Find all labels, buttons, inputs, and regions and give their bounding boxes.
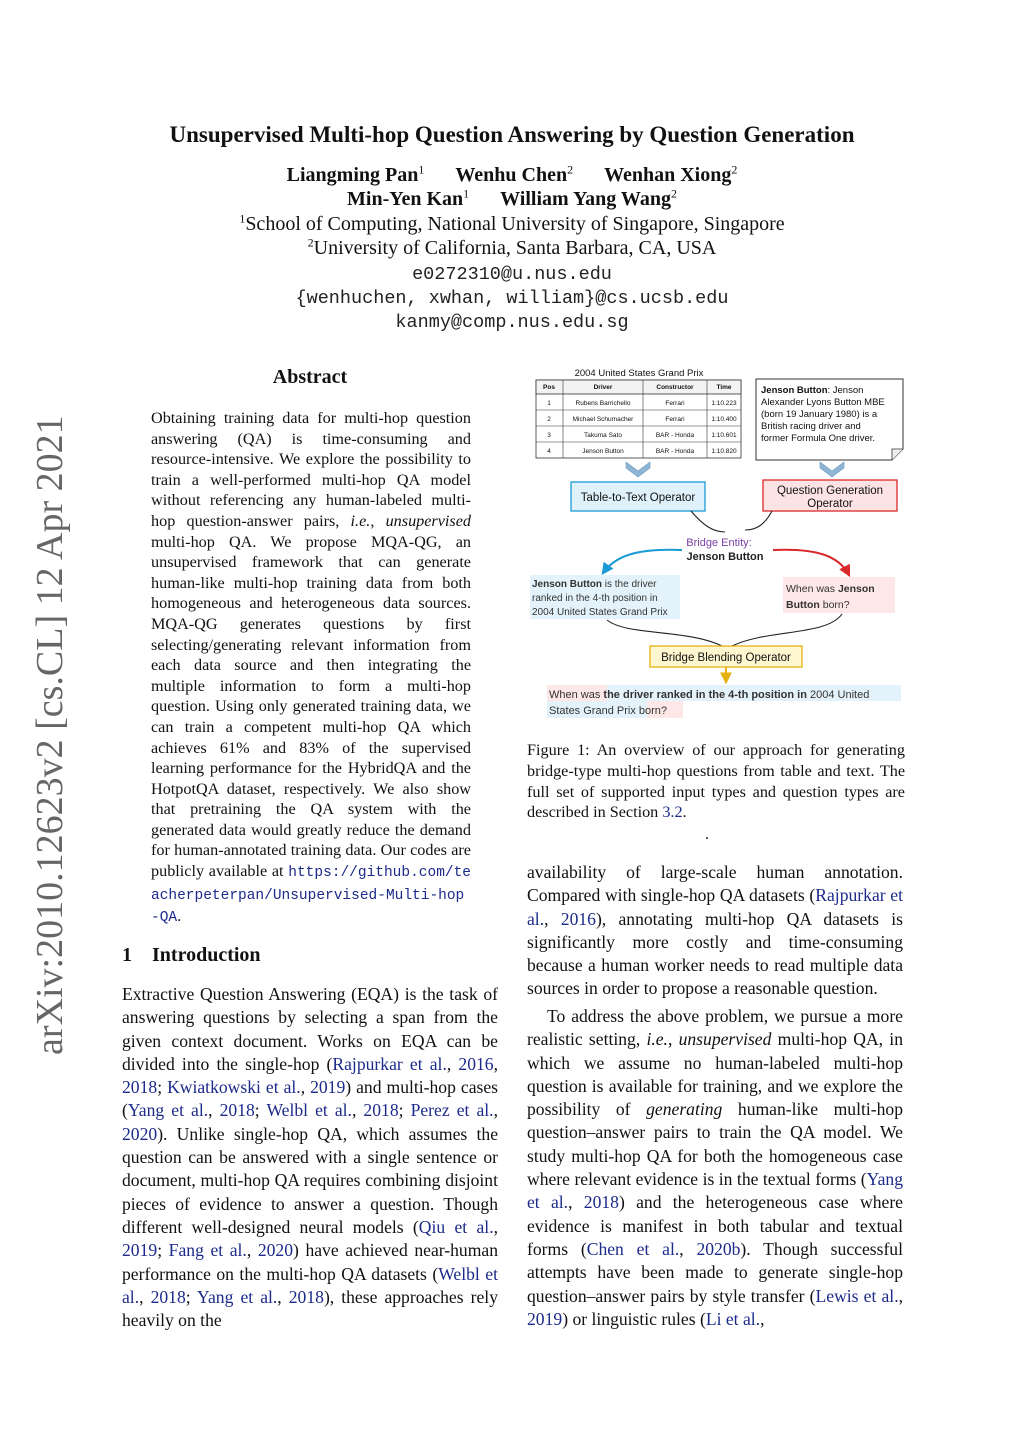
intro-paragraph-left — [122, 983, 498, 1332]
svg-text:British racing driver and: British racing driver and — [761, 421, 861, 432]
chevron-down-icon — [820, 462, 844, 477]
bridge-blending-operator: Bridge Blending Operator — [661, 652, 791, 664]
italic-text: generating — [646, 1099, 723, 1120]
body-text: , — [493, 1053, 498, 1074]
body-text: ) or linguistic rules ( — [562, 1308, 706, 1329]
citation-link[interactable]: 2019 — [122, 1240, 158, 1261]
citation-link[interactable]: Li et al. — [705, 1308, 761, 1329]
body-text: ), these approaches rely heavily on the — [122, 1286, 498, 1331]
table-cell: 3 — [547, 432, 551, 439]
table-cell: 1:10.223 — [711, 400, 737, 407]
table-cell: Jenson Button — [582, 448, 624, 455]
body-text: , — [446, 1053, 459, 1074]
section-heading-introduction: 1 Introduction — [122, 944, 261, 966]
authors-line-1 — [0, 164, 1024, 187]
connector-line — [732, 614, 842, 646]
citation-link[interactable]: 2018 — [150, 1286, 186, 1307]
body-text: ; — [157, 1240, 169, 1261]
table-header-driver: Driver — [593, 384, 613, 391]
body-text: , — [544, 908, 561, 929]
connector-line — [745, 511, 772, 530]
citation-link[interactable]: Welbl et al. — [266, 1100, 352, 1121]
table-cell: Michael Schumacher — [572, 416, 634, 423]
citation-link[interactable]: Rajpurkar et al. — [527, 885, 903, 929]
citation-link[interactable]: Yang et al. — [197, 1286, 278, 1307]
connector-line — [607, 620, 722, 646]
table-cell: 1:10.400 — [711, 416, 737, 423]
author-2: Wenhu Chen$^2$ — [455, 162, 574, 186]
body-text: To address the above problem, we pursue a more realistic setting, — [527, 1006, 903, 1050]
table-cell: Takuma Sato — [584, 432, 622, 439]
citation-link[interactable]: Fang et al. — [168, 1240, 247, 1261]
table-header-time: Time — [716, 384, 732, 391]
generated-question-line1: When was Jenson — [786, 583, 875, 595]
body-text: , — [493, 1216, 498, 1237]
section-ref-link[interactable]: 3.2 — [662, 803, 683, 822]
citation-link[interactable]: 2020 — [257, 1240, 293, 1261]
intro-paragraph-right-1 — [527, 861, 903, 1001]
body-text: , — [351, 1100, 364, 1121]
table-header-pos: Pos — [543, 384, 555, 391]
body-text: ) have achieved near-human performance on the multi-hop QA datasets ( — [122, 1240, 499, 1284]
grand-prix-table — [536, 380, 741, 458]
citation-link[interactable]: Rajpurkar et al. — [332, 1053, 447, 1074]
citation-link[interactable]: Yang et al. — [127, 1100, 209, 1121]
red-arrow — [773, 550, 849, 575]
code-link[interactable]: https://github.com/teacherpeterpan/Unsupervised-Multi-hop-QA — [151, 865, 471, 927]
body-text: Extractive Question Answering (EQA) is the task of answering questions by selecting a span from the given context document. Works on EQA can be divided into the single-hop ( — [122, 984, 498, 1074]
body-text: availability of large-scale human annotation. Compared with single-hop QA datasets ( — [527, 862, 903, 906]
body-text: multi-hop QA, in which we assume no human-labeled multi-hop question is available for training, and we explore the possibility of — [527, 1029, 903, 1120]
author-3: Wenhan Xiong$^2$ — [604, 162, 738, 186]
author-1: Liangming Pan$^1$ — [286, 162, 425, 186]
body-text: , — [679, 1238, 697, 1259]
final-question-line2: States Grand Prix born? — [549, 705, 668, 717]
abstract-heading: Abstract — [272, 366, 348, 388]
generated-question-line2: Button born? — [786, 599, 850, 611]
svg-text:Alexander Lyons Button MBE: Alexander Lyons Button MBE — [761, 397, 885, 408]
italic-text: i.e. — [646, 1029, 668, 1050]
body-text: , — [760, 1308, 765, 1329]
connector-line — [691, 511, 725, 532]
table-cell: Rubens Barrichello — [575, 400, 631, 407]
citation-link[interactable]: 2018 — [122, 1077, 158, 1098]
citation-link[interactable]: Yang et al. — [527, 1169, 903, 1213]
citation-link[interactable]: Welbl et al. — [122, 1263, 498, 1307]
citation-link[interactable]: Qiu et al. — [418, 1216, 494, 1237]
table-cell: 1:10.820 — [711, 448, 737, 455]
citation-link[interactable]: 2018 — [288, 1286, 324, 1307]
question-generation-operator-line1: Question Generation — [776, 485, 884, 497]
paper-title: Unsupervised Multi-hop Question Answering by Question Generation — [169, 122, 855, 147]
citation-link[interactable]: 2019 — [310, 1077, 346, 1098]
email-2: {wenhuchen, xwhan, william}@cs.ucsb.edu — [295, 288, 729, 309]
table-cell: BAR - Honda — [655, 432, 695, 439]
body-text: ; — [398, 1100, 411, 1121]
body-text: , — [208, 1100, 220, 1121]
citation-link[interactable]: 2020b — [696, 1238, 741, 1259]
author-4: Min-Yen Kan$^1$ — [347, 186, 470, 210]
svg-text:(born 19 January 1980) is a: (born 19 January 1980) is a — [761, 409, 878, 420]
citation-link[interactable]: 2018 — [583, 1192, 619, 1213]
table-cell: BAR - Honda — [655, 448, 695, 455]
body-text: , — [246, 1240, 258, 1261]
generated-sentence-line3: 2004 United States Grand Prix — [532, 607, 668, 618]
generated-sentence-line1: Jenson Button is the driver — [532, 579, 657, 590]
body-text: ; — [157, 1077, 168, 1098]
question-generation-operator-line2: Operator — [807, 498, 853, 510]
blue-arrow — [603, 550, 682, 573]
bridge-entity-value: Jenson Button — [686, 551, 764, 563]
body-text: , — [898, 1285, 903, 1306]
table-cell: 2 — [547, 416, 551, 423]
authors-line-2 — [0, 188, 1024, 211]
table-header-constructor: Constructor — [656, 384, 694, 391]
abstract-body: Obtaining training data for multi-hop question answering (QA) is time-consuming and resource-intensive. We explore the possibility to train a well-performed multi-hop QA model without referencing any human-labeled multi-hop question-answer pairs, i.e., unsupervised multi-hop QA. We propose MQA-QG, an unsupervised framework that can generate human-like multi-hop training data from both homogeneous and heterogeneous data sources. MQA-QG generates questions by first selecting/generating relevant information from each data source and then integrating the multiple information to form a multi-hop question. Using only generated training data, we can train a competent multi-hop QA which achieves 61% and 83% of the supervised learning performance for the HybridQA and the HotpotQA dataset, respectively. We also show that pretraining the QA system with the generated data would greatly reduce the demand for human-annotated training data. Our codes are publicly available at https://github.com/teacherpeterpan/Unsupervised-Multi-hop-QA. — [151, 409, 471, 927]
stray-dot: . — [705, 826, 709, 843]
affiliation-1: $^1$School of Computing, National University of Singapore, Singapore — [239, 211, 785, 235]
final-question-line1: When was the driver ranked in the 4-th position in 2004 United — [549, 689, 870, 701]
table-cell: 4 — [547, 448, 551, 455]
citation-link[interactable]: Lewis et al. — [815, 1285, 899, 1306]
bridge-entity-label: Bridge Entity: — [686, 537, 752, 549]
citation-link[interactable]: 2016 — [458, 1053, 494, 1074]
italic-text: unsupervised — [678, 1029, 772, 1050]
figure-1-diagram — [527, 364, 912, 726]
body-text: , — [139, 1286, 151, 1307]
body-text: ) and multi-hop cases ( — [122, 1077, 499, 1121]
table-cell: 1:10.601 — [711, 432, 737, 439]
svg-text:Jenson Button: Jenson: Jenson Button: Jenson — [761, 385, 864, 396]
email-1: e0272310@u.nus.edu — [412, 264, 612, 285]
citation-link[interactable]: Perez et al. — [410, 1100, 494, 1121]
body-text: ). Though successful attempts have been made to generate single-hop question–answer pairs by style transfer ( — [527, 1238, 903, 1306]
table-to-text-operator: Table-to-Text Operator — [580, 492, 696, 504]
affiliation-2: $^2$University of California, Santa Barbara, CA, USA — [307, 235, 717, 259]
citation-link[interactable]: Chen et al. — [586, 1238, 680, 1259]
citation-link[interactable]: 2020 — [122, 1123, 158, 1144]
body-text: ; — [185, 1286, 198, 1307]
body-text: , — [300, 1077, 311, 1098]
svg-text:former Formula One driver.: former Formula One driver. — [761, 433, 876, 444]
author-5: William Yang Wang$^2$ — [500, 186, 677, 210]
citation-link[interactable]: Kwiatkowski et al. — [167, 1077, 301, 1098]
intro-paragraph-right-2 — [527, 1005, 903, 1331]
body-text: , — [277, 1286, 289, 1307]
table-title: 2004 United States Grand Prix — [574, 368, 704, 379]
body-text: , — [493, 1100, 498, 1121]
generated-sentence-line2: ranked in the 4-th position in — [532, 593, 658, 604]
body-text: human-like multi-hop question–answer pairs to train the QA model. We study multi-hop QA for both the homogeneous case where relevant evidence is in the textual forms ( — [527, 1099, 903, 1190]
citation-link[interactable]: 2018 — [219, 1100, 255, 1121]
body-text: ; — [254, 1100, 267, 1121]
body-text: ). Unlike single-hop QA, which assumes the question can be answered with a single sentence or document, multi-hop QA requires combining disjoint pieces of evidence to answer a question. Though different well-designed neural models ( — [122, 1123, 498, 1237]
table-cell: 1 — [547, 400, 551, 407]
body-text: , — [568, 1192, 584, 1213]
email-3: kanmy@comp.nus.edu.sg — [395, 312, 629, 333]
table-cell: Ferrari — [665, 416, 685, 423]
text-document — [756, 379, 903, 460]
citation-link[interactable]: 2018 — [363, 1100, 399, 1121]
figure-1-caption: Figure 1: An overview of our approach for generating bridge-type multi-hop questions from table and text. The full set of supported input types and question types are described in Section 3.2. — [527, 741, 905, 822]
body-text: , — [667, 1029, 679, 1050]
body-text: ), annotating multi-hop QA datasets is significantly more costly and time-consuming because a human worker needs to read multiple data sources in order to propose a reasonable question. — [527, 908, 904, 999]
citation-link[interactable]: 2019 — [527, 1308, 563, 1329]
body-text: ) and the heterogeneous case where evidence is manifest in both tabular and textual forms ( — [527, 1192, 903, 1259]
arxiv-stamp: arXiv:2010.12623v2 [cs.CL] 12 Apr 2021 — [29, 415, 71, 1055]
table-cell: Ferrari — [665, 400, 685, 407]
citation-link[interactable]: 2016 — [560, 908, 596, 929]
chevron-down-icon — [626, 462, 650, 477]
